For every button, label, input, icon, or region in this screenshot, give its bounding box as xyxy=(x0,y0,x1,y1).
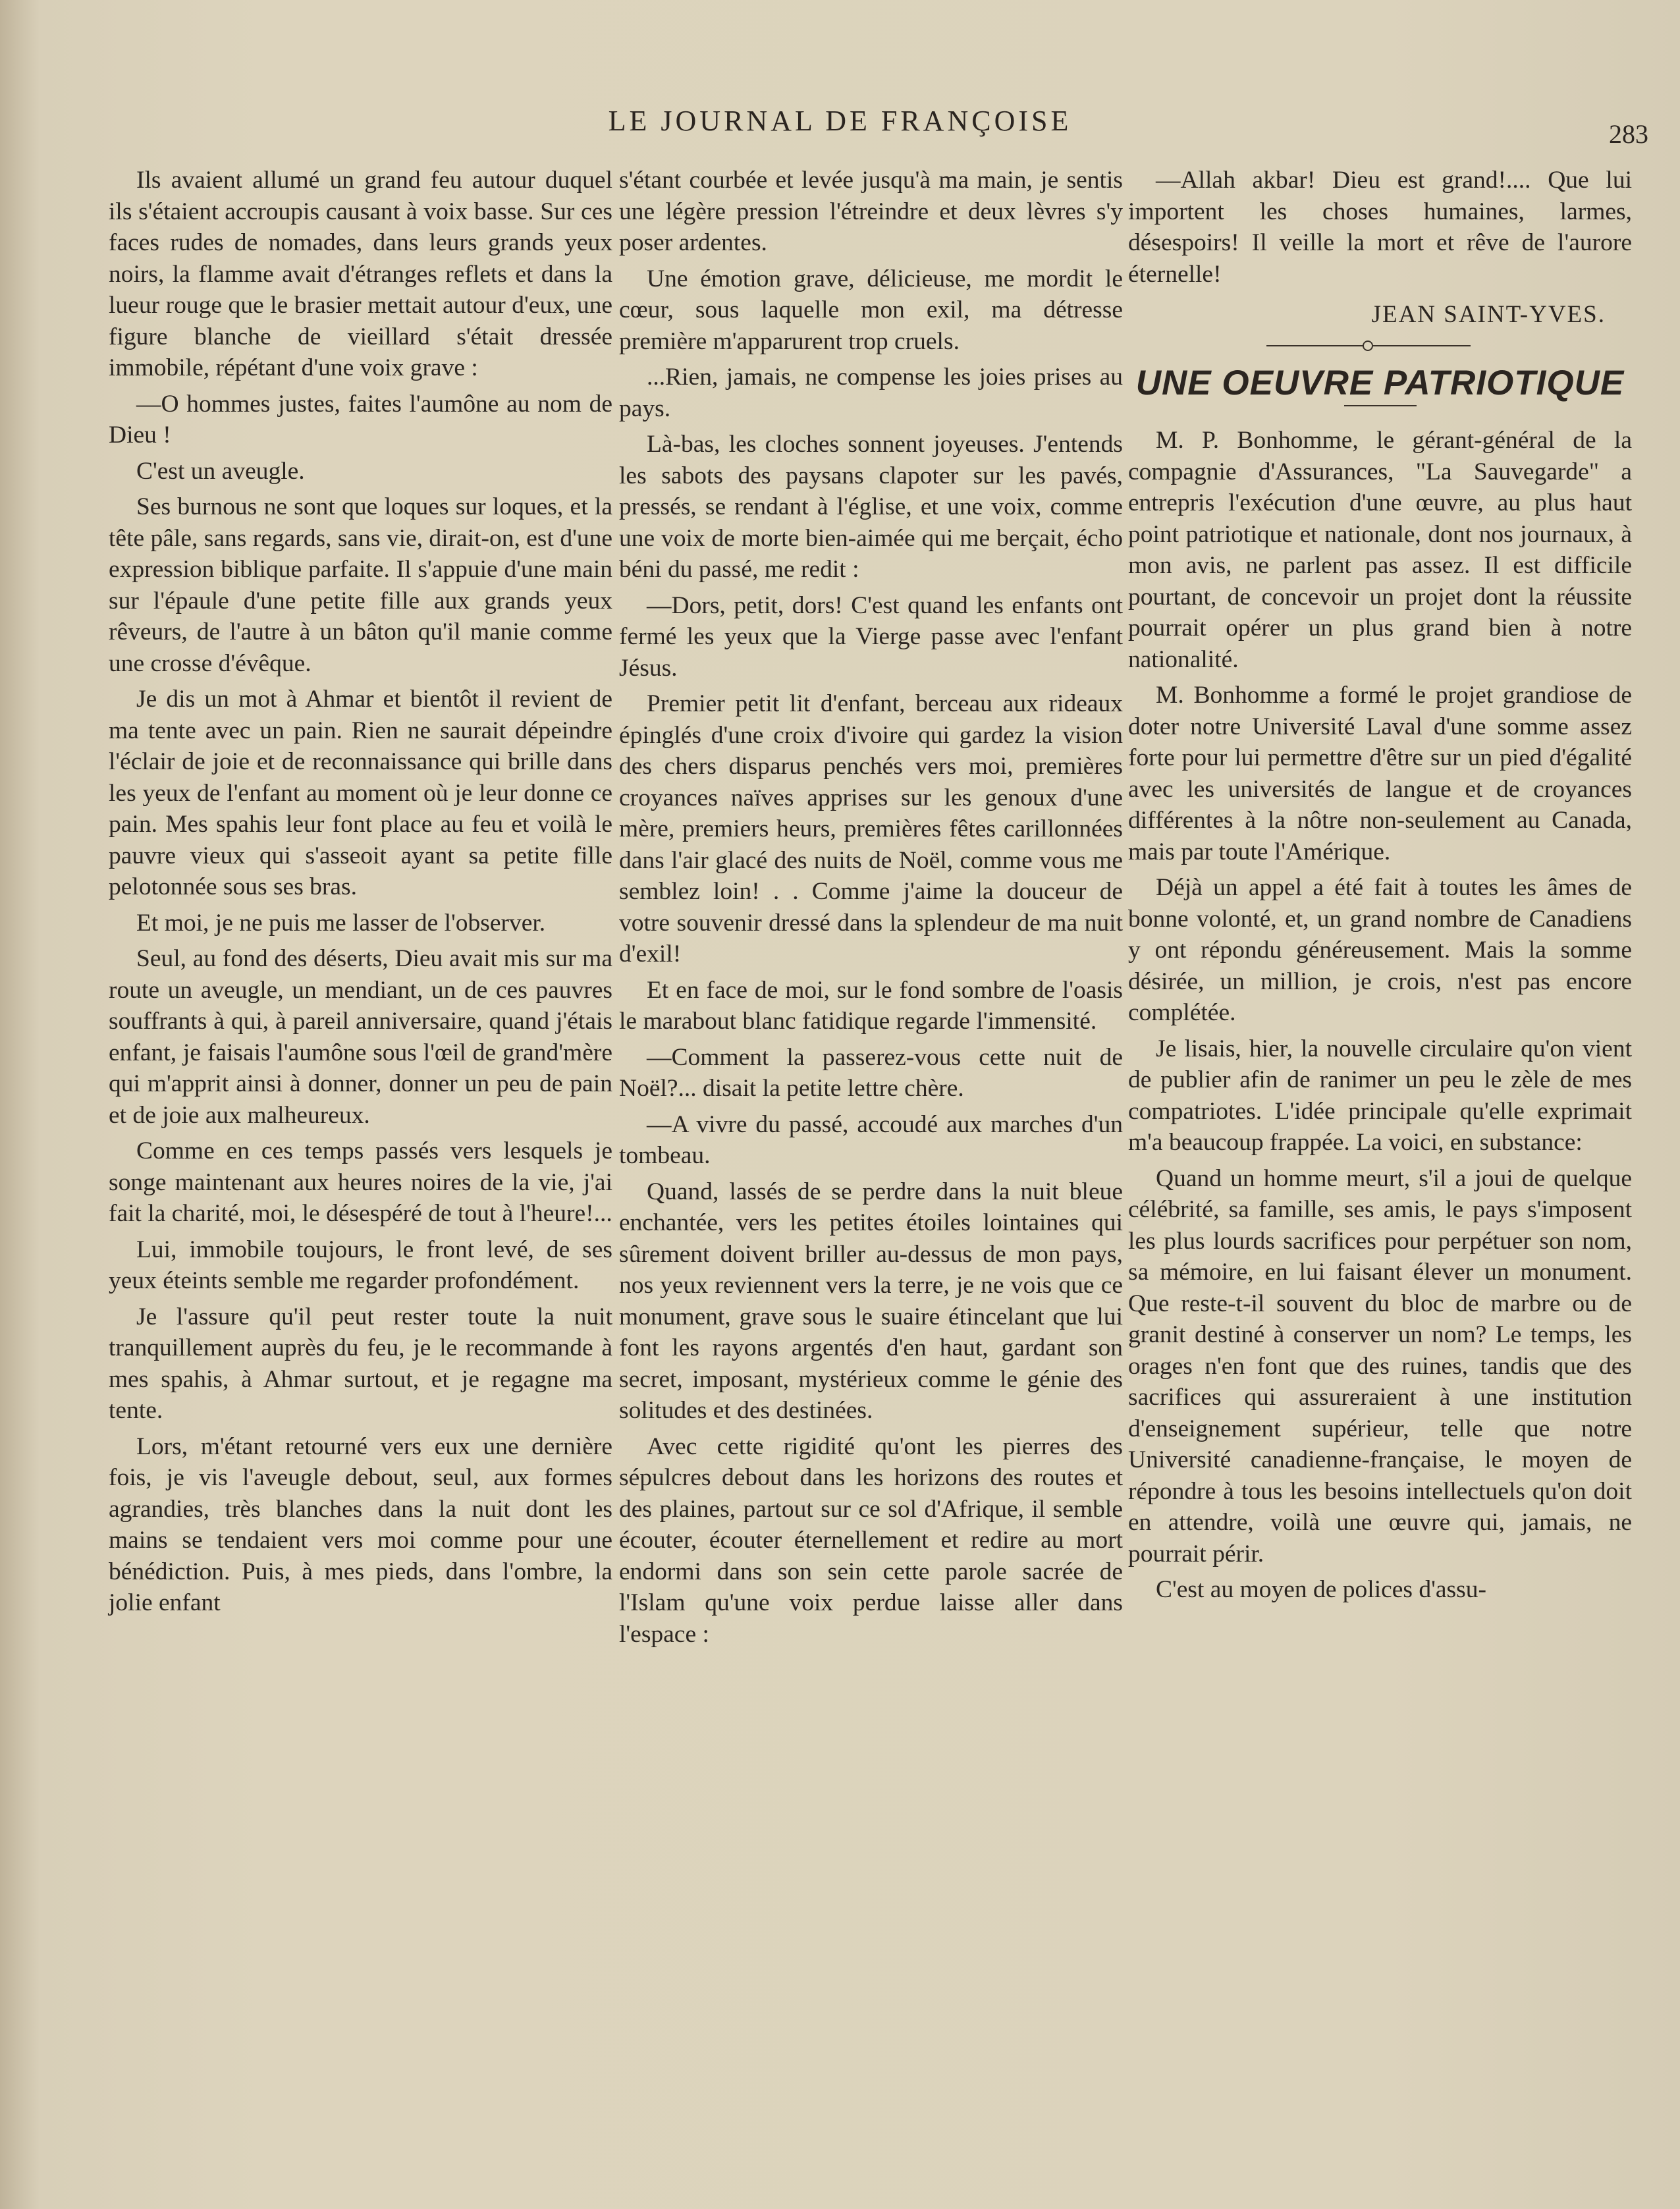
author-signature: JEAN SAINT-YVES. xyxy=(1371,301,1606,328)
paragraph: Ses burnous ne sont que loques sur loques, et la tête pâle, sans regards, sans vie, dirait-on, est d'une expression biblique parfaite. Il s'appuie d'une main sur l'épaule d'une petite fille aux grands yeux rêveurs, de l'autre à un bâton qu'il manie comme une crosse d'évêque. xyxy=(109,493,612,677)
paragraph: Je lisais, hier, la nouvelle circulaire qu'on vient de publier afin de ranimer un peu le zèle de mes compatriotes. L'idée principale qu'elle exprimait m'a beaucoup frappée. La voici, en substance: xyxy=(1128,1035,1632,1156)
page-number: 283 xyxy=(1609,119,1648,149)
text-column-3 xyxy=(1128,165,1632,1610)
paragraph: Je l'assure qu'il peut rester toute la nuit tranquillement auprès du feu, je le recommande à mes spahis, à Ahmar surtout, et je regagne ma tente. xyxy=(109,1303,612,1424)
paragraph: C'est au moyen de polices d'assu- xyxy=(1156,1576,1486,1603)
paragraph: Comme en ces temps passés vers lesquels je songe maintenant aux heures noires de la vie, j'ai fait la charité, moi, le désespéré de tout à l'heure!... xyxy=(109,1137,612,1227)
text-column-2 xyxy=(619,165,1123,1654)
paragraph: Seul, au fond des déserts, Dieu avait mis sur ma route un aveugle, un mendiant, un de ces pauvres souffrants à qui, à pareil anniversaire, quand j'étais enfant, je faisais l'aumône sous l'œil de grand'mère qui m'apprit ainsi à donner, donner un peu de pain et de joie aux malheureux. xyxy=(109,945,612,1129)
running-header xyxy=(0,104,1680,149)
paragraph: Ils avaient allumé un grand feu autour duquel ils s'étaient accroupis causant à voix basse. Sur ces faces rudes de nomades, dans leurs grands yeux noirs, la flamme avait d'étranges reflets et dans la lueur rouge que le brasier mettait autour d'eux, une figure blanche de vieillard s'était dressée immobile, répétant d'une voix grave : xyxy=(109,167,612,381)
paragraph: Lui, immobile toujours, le front levé, de ses yeux éteints semble me regarder profondément. xyxy=(109,1236,612,1294)
paragraph: —Dors, petit, dors! C'est quand les enfants ont fermé les yeux que la Vierge passe avec l'enfant Jésus. xyxy=(619,591,1123,682)
paragraph: ...Rien, jamais, ne compense les joies prises au pays. xyxy=(619,364,1123,422)
paragraph: Et moi, je ne puis me lasser de l'observer. xyxy=(136,909,546,937)
paragraph: Et en face de moi, sur le fond sombre de l'oasis le marabout blanc fatidique regarde l'immensité. xyxy=(619,976,1123,1035)
paragraph: Une émotion grave, délicieuse, me mordit le cœur, sous laquelle mon exil, ma détresse première m'apparurent trop cruels. xyxy=(619,265,1123,355)
paragraph: C'est un aveugle. xyxy=(136,457,305,485)
paragraph: Là-bas, les cloches sonnent joyeuses. J'entends les sabots des paysans clapoter sur les pavés, pressés, se rendant à l'église, et une voix, comme une voix de morte bien-aimée qui me berçait, écho béni du passé, me redit : xyxy=(619,431,1123,583)
paragraph: Quand, lassés de se perdre dans la nuit bleue enchantée, vers les petites étoiles lointaines qui sûrement doivent briller au-dessus de mon pays, nos yeux reviennent vers la terre, je ne vois que ce monument, grave sous le suaire étincelant que lui font les rayons argentés d'en haut, gardant son secret, imposant, mystérieux comme le génie des solitudes et des destinées. xyxy=(619,1178,1123,1424)
section-divider xyxy=(1128,336,1632,356)
journal-title: LE JOURNAL DE FRANÇOISE xyxy=(608,105,1072,137)
title-underline xyxy=(1344,405,1417,406)
paragraph: Lors, m'étant retourné vers eux une dernière fois, je vis l'aveugle debout, seul, aux formes agrandies, très blanches dans la nuit dont les mains se tendaient vers moi comme pour une bénédiction. Puis, à mes pieds, dans l'ombre, la jolie enfant xyxy=(109,1432,612,1616)
paragraph: Avec cette rigidité qu'ont les pierres des sépulcres debout dans les horizons des routes et des plaines, partout sur ce sol d'Afrique, il semble écouter, écouter éternellement et redire au mort endormi dans son sein cette parole sacrée de l'Islam qu'une voix perdue laisse aller dans l'espace : xyxy=(619,1432,1123,1648)
paragraph: Déjà un appel a été fait à toutes les âmes de bonne volonté, et, un grand nombre de Canadiens y ont répondu généreusement. Mais la somme désirée, un million, je crois, n'est pas encore complétée. xyxy=(1128,874,1632,1026)
paragraph: Je dis un mot à Ahmar et bientôt il revient de ma tente avec un pain. Rien ne saurait dépeindre l'éclair de joie et de reconnaissance qui brille dans les yeux de l'enfant au moment où je leur donne ce pain. Mes spahis leur font place au feu et voilà le pauvre vieux qui s'asseoit ayant sa petite fille pelotonnée sous ses bras. xyxy=(109,686,612,900)
paragraph: Quand un homme meurt, s'il a joui de quelque célébrité, sa famille, ses amis, le pays s'imposent les plus lourds sacrifices pour perpétuer son nom, sa mémoire, en lui faisant élever un monument. Que reste-t-il souvent du bloc de marbre ou de granit destiné à conserver un nom? Le temps, les orages n'en font que des ruines, tandis que des sacrifices qui assureraient à une institution d'enseignement supérieur, telle que notre Université canadienne-française, le moyen de répondre à tous les besoins intellectuels qu'on doit en attendre, voilà une œuvre qui, jamais, ne pourrait périr. xyxy=(1128,1164,1632,1568)
paragraph: M. P. Bonhomme, le gérant-général de la compagnie d'Assurances, "La Sauvegarde" a entrepris l'exécution d'une œuvre, au plus haut point patriotique et nationale, dont nos journaux, à mon avis, ne parlent pas assez. Il est difficile pourtant, de concevoir un projet dont la réussite pourrait opérer un plus grand bien à notre nationalité. xyxy=(1128,427,1632,673)
paragraph: M. Bonhomme a formé le projet grandiose de doter notre Université Laval d'une somme assez forte pour lui permettre d'être sur un pied d'égalité avec les universités de langue et de croyances différentes à la nôtre non-seulement au Canada, mais par toute l'Amérique. xyxy=(1128,682,1632,865)
paragraph: —A vivre du passé, accoudé aux marches d'un tombeau. xyxy=(619,1110,1123,1169)
text-column-1 xyxy=(109,165,612,1623)
paragraph: —Allah akbar! Dieu est grand!.... Que lui importent les choses humaines, larmes, désespoirs! Il veille la mort et rêve de l'aurore éternelle! xyxy=(1128,167,1632,288)
section-title: UNE OEUVRE PATRIOTIQUE xyxy=(1135,363,1625,402)
paragraph: —Comment la passerez-vous cette nuit de Noël?... disait la petite lettre chère. xyxy=(619,1043,1123,1102)
paragraph: —O hommes justes, faites l'aumône au nom de Dieu ! xyxy=(109,390,612,449)
paragraph: Premier petit lit d'enfant, berceau aux rideaux épinglés d'une croix d'ivoire qui gardez la vision des chers disparus penchés vers moi, premières croyances naïves apprises sur les genoux d'une mère, premiers heurs, premières fêtes carillonnées dans l'air glacé des nuits de Noël, comme vous me semblez loin! . . Comme j'aime la douceur de votre souvenir dressé dans la splendeur de ma nuit d'exil! xyxy=(619,690,1123,968)
paragraph: s'étant courbée et levée jusqu'à ma main, je sentis une légère pression l'étreindre et deux lèvres s'y poser ardentes. xyxy=(619,167,1123,256)
